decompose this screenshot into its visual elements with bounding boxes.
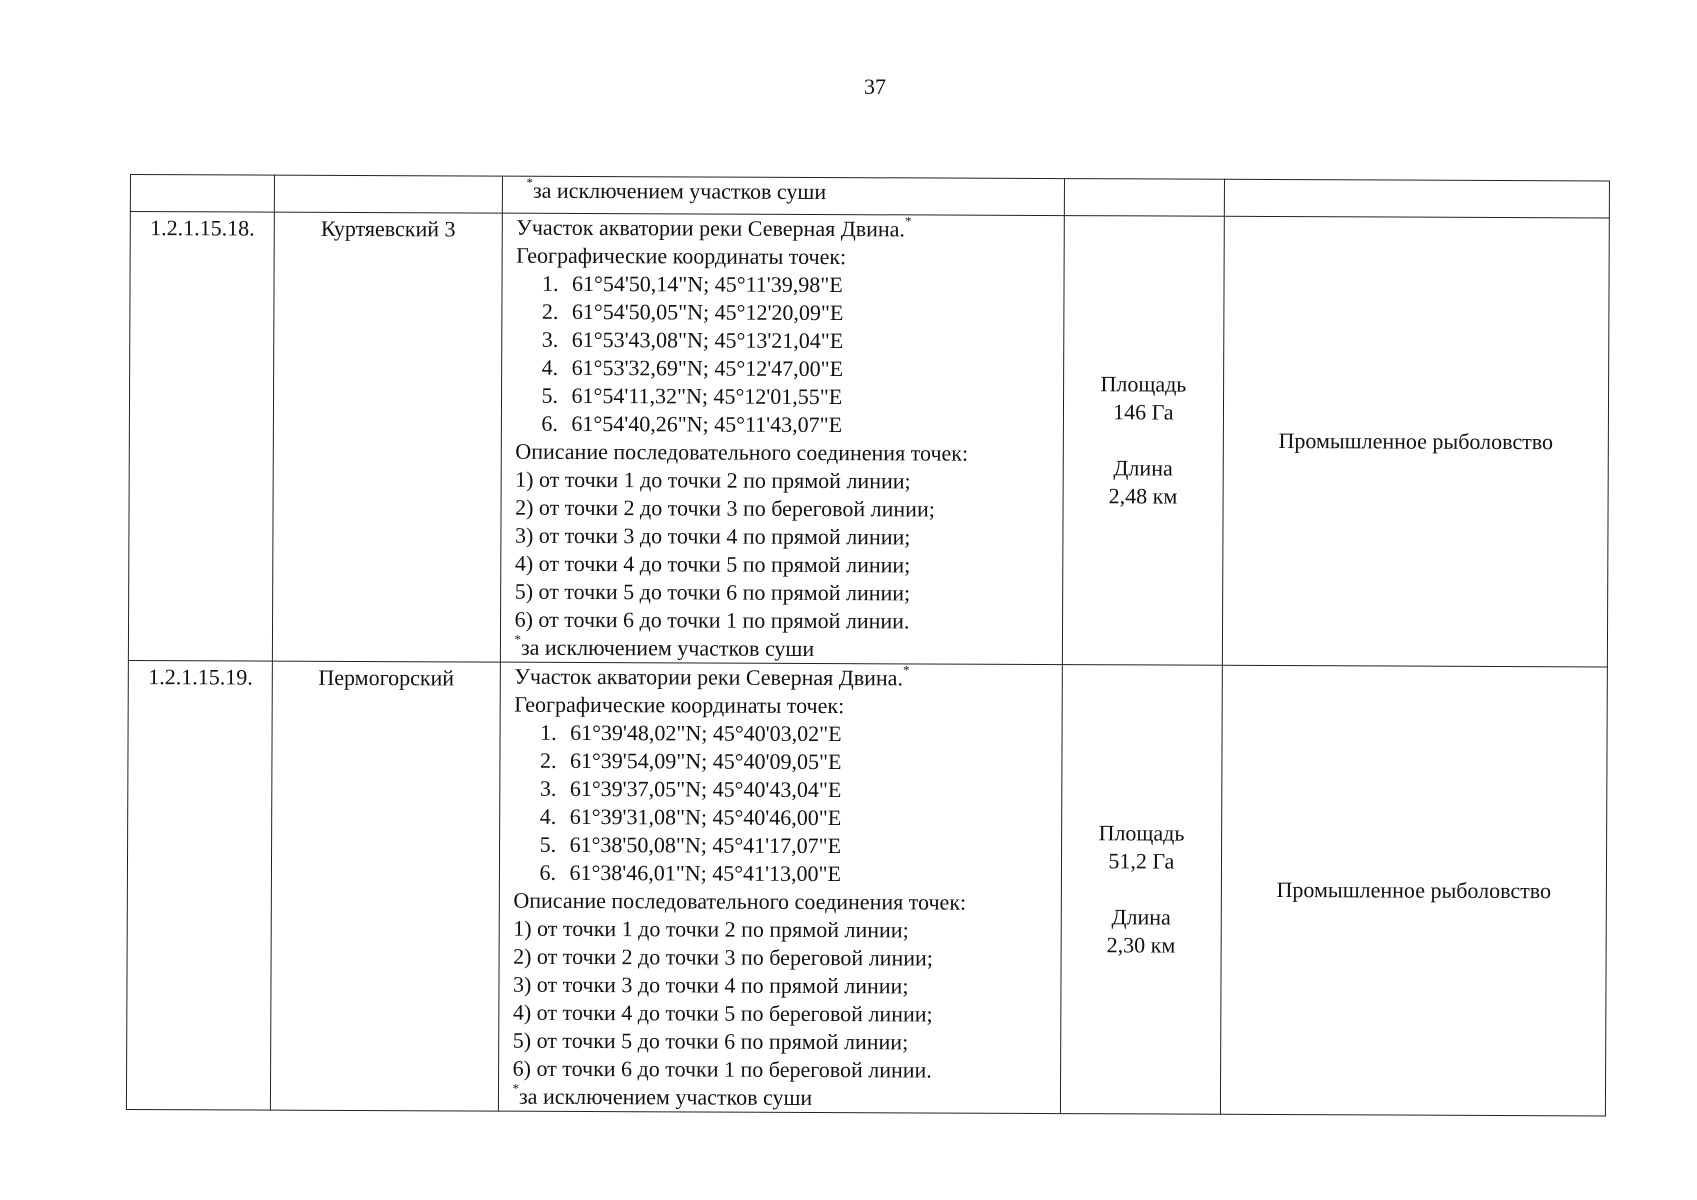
connection-item: 4) от точки 4 до точки 5 по прямой линии;: [514, 550, 911, 578]
connection-item: 6) от точки 6 до точки 1 по прямой линии.: [514, 606, 910, 634]
footnote-text: за исключением участков суши: [532, 177, 827, 205]
connection-item: 2) от точки 2 до точки 3 по береговой линии;: [513, 943, 933, 971]
list-item: 1. 61°54'50,14"N; 45°11'39,98"E: [542, 270, 843, 298]
connection-item: 5) от точки 5 до точки 6 по прямой линии;: [512, 1027, 909, 1055]
length-value: 2,48 км: [1108, 483, 1178, 509]
cell-description: [502, 176, 1065, 215]
area-description: [500, 213, 1064, 664]
connection-label: Описание последовательного соединения точек:: [515, 438, 969, 466]
footnote-marker: *: [512, 1080, 520, 1096]
coords-label: Географические координаты точек:: [514, 691, 845, 719]
area-label: Площадь: [1100, 371, 1187, 397]
list-item: 4. 61°53'32,69"N; 45°12'47,00"E: [541, 354, 844, 382]
length-label: Длина: [1111, 904, 1171, 930]
coordinates-list: [513, 719, 1055, 889]
area-size: [1062, 216, 1224, 666]
row-number: 1.2.1.15.18.: [128, 212, 274, 662]
table-row: [128, 212, 1609, 667]
cell-size: [1064, 179, 1224, 217]
cell-number: [130, 175, 275, 213]
row-number: 1.2.1.15.19.: [126, 660, 272, 1110]
list-item: 3. 61°39'37,05"N; 45°40'43,04"E: [539, 775, 842, 803]
usage-type: Промышленное рыболовство: [1220, 665, 1607, 1116]
connection-item: 1) от точки 1 до точки 2 по прямой линии;: [515, 466, 911, 494]
footnote-marker: *: [514, 631, 522, 647]
cell-usage: [1224, 179, 1609, 218]
connection-item: 1) от точки 1 до точки 2 по прямой линии;: [513, 915, 909, 943]
connection-label: Описание последовательного соединения точек:: [513, 887, 967, 915]
list-item: 4. 61°39'31,08"N; 45°40'46,00"E: [539, 803, 842, 831]
list-item: 1. 61°39'48,02"N; 45°40'03,02"E: [540, 719, 842, 747]
list-item: 5. 61°54'11,32"N; 45°12'01,55"E: [541, 382, 843, 410]
table-row-continuation: [130, 175, 1609, 218]
footnote-marker: *: [904, 213, 912, 229]
area-value: 146 Га: [1113, 399, 1174, 425]
water-areas-table: [126, 174, 1610, 1116]
connection-item: 3) от точки 3 до точки 4 по прямой линии;: [514, 522, 911, 550]
footnote-marker: *: [902, 662, 910, 678]
area-size: [1060, 665, 1222, 1115]
footnote: [514, 631, 1055, 664]
coords-label: Географические координаты точек:: [516, 242, 847, 270]
area-value: 51,2 Га: [1108, 848, 1175, 874]
page-number: 37: [864, 74, 886, 99]
list-item: 5. 61°38'50,08"N; 45°41'17,07"E: [539, 831, 842, 859]
cell-name: [275, 175, 502, 213]
length-label: Длина: [1113, 455, 1173, 481]
list-item: 2. 61°39'54,09"N; 45°40'09,05"E: [539, 747, 842, 775]
area-name: Куртяевский 3: [273, 212, 502, 662]
footnote-marker: *: [526, 174, 534, 190]
footnote-text: за исключением участков суши: [520, 634, 815, 661]
connection-item: 6) от точки 6 до точки 1 по береговой линии.: [512, 1055, 932, 1083]
length-value: 2,30 км: [1106, 932, 1176, 958]
area-name: Пермогорский: [271, 661, 500, 1111]
list-item: 6. 61°54'40,26"N; 45°11'43,07"E: [541, 410, 843, 438]
area-title: Участок акватории реки Северная Двина.*: [514, 662, 910, 691]
coordinates-list: [515, 270, 1057, 440]
list-item: 6. 61°38'46,01"N; 45°41'13,00"E: [539, 859, 841, 887]
footnote-text: за исключением участков суши: [518, 1083, 813, 1110]
list-item: 3. 61°53'43,08"N; 45°13'21,04"E: [541, 326, 844, 354]
usage-type: Промышленное рыболовство: [1222, 216, 1609, 667]
area-title: Участок акватории реки Северная Двина.*: [516, 213, 912, 242]
area-description: [498, 662, 1062, 1113]
footnote: [512, 1080, 1053, 1113]
connection-item: 3) от точки 3 до точки 4 по прямой линии;: [512, 971, 909, 999]
table-row: [126, 660, 1607, 1115]
area-label: Площадь: [1098, 820, 1185, 846]
connection-item: 5) от точки 5 до точки 6 по прямой линии;: [514, 578, 911, 606]
list-item: 2. 61°54'50,05"N; 45°12'20,09"E: [541, 298, 844, 326]
connection-item: 4) от точки 4 до точки 5 по береговой линии;: [512, 999, 933, 1027]
connection-item: 2) от точки 2 до точки 3 по береговой линии;: [515, 494, 935, 522]
